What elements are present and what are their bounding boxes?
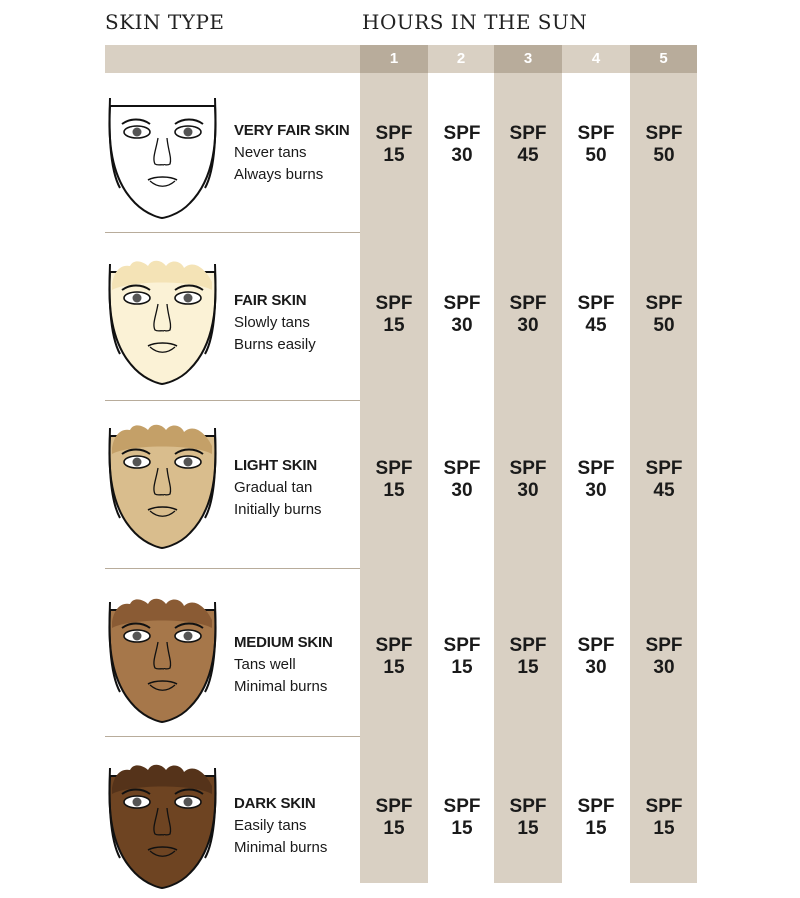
skin-type-line-2: Burns easily [234, 336, 316, 353]
spf-value: 30 [451, 480, 473, 501]
spf-value: 30 [653, 657, 675, 678]
spf-prefix: SPF [645, 796, 683, 817]
spf-cell [360, 635, 428, 679]
spf-value: 15 [383, 818, 405, 839]
hour-number-1: 1 [360, 45, 428, 73]
spf-prefix: SPF [509, 293, 547, 314]
spf-value: 15 [383, 657, 405, 678]
spf-prefix: SPF [443, 123, 481, 144]
spf-cell [494, 293, 562, 337]
spf-prefix: SPF [645, 293, 683, 314]
spf-cell [562, 123, 630, 167]
spf-prefix: SPF [375, 635, 413, 656]
skin-type-line-2: Always burns [234, 166, 324, 183]
spf-prefix: SPF [509, 635, 547, 656]
skin-type-label [234, 793, 327, 859]
spf-value: 45 [585, 315, 607, 336]
spf-cell [428, 635, 496, 679]
skin-type-name: VERY FAIR SKIN [234, 122, 350, 139]
hour-number-4: 4 [562, 45, 630, 73]
spf-cell [562, 293, 630, 337]
spf-value: 50 [653, 145, 675, 166]
spf-prefix: SPF [577, 635, 615, 656]
face-illustration [100, 254, 225, 389]
spf-value: 30 [517, 480, 539, 501]
spf-value: 30 [451, 315, 473, 336]
spf-value: 30 [585, 657, 607, 678]
row-divider [105, 736, 360, 737]
spf-cell [494, 123, 562, 167]
spf-prefix: SPF [645, 123, 683, 144]
skin-type-label [234, 632, 333, 698]
spf-value: 30 [451, 145, 473, 166]
spf-cell [494, 796, 562, 840]
skin-type-line-1: Never tans [234, 144, 307, 161]
skin-type-line-2: Minimal burns [234, 678, 328, 695]
spf-cell [630, 796, 698, 840]
spf-prefix: SPF [645, 458, 683, 479]
spf-prefix: SPF [443, 796, 481, 817]
spf-value: 50 [653, 315, 675, 336]
hour-number-5: 5 [630, 45, 697, 73]
spf-prefix: SPF [375, 796, 413, 817]
spf-value: 15 [451, 818, 473, 839]
face-illustration [100, 758, 225, 893]
row-divider [105, 400, 360, 401]
spf-cell [630, 635, 698, 679]
spf-prefix: SPF [577, 123, 615, 144]
spf-value: 45 [653, 480, 675, 501]
spf-cell [428, 796, 496, 840]
spf-cell [360, 293, 428, 337]
spf-value: 15 [383, 480, 405, 501]
row-divider [105, 232, 360, 233]
spf-value: 15 [585, 818, 607, 839]
spf-prefix: SPF [443, 293, 481, 314]
spf-value: 15 [383, 145, 405, 166]
spf-value: 15 [517, 818, 539, 839]
spf-prefix: SPF [375, 458, 413, 479]
spf-prefix: SPF [577, 796, 615, 817]
spf-cell [428, 458, 496, 502]
spf-prefix: SPF [375, 123, 413, 144]
spf-prefix: SPF [443, 458, 481, 479]
spf-prefix: SPF [509, 796, 547, 817]
spf-cell [630, 123, 698, 167]
skin-type-name: FAIR SKIN [234, 292, 307, 309]
spf-value: 15 [517, 657, 539, 678]
skin-type-label [234, 290, 316, 356]
spf-value: 50 [585, 145, 607, 166]
face-illustration [100, 418, 225, 553]
spf-value: 15 [451, 657, 473, 678]
skin-type-line-1: Easily tans [234, 817, 307, 834]
spf-cell [562, 458, 630, 502]
spf-cell [360, 123, 428, 167]
skin-type-line-2: Initially burns [234, 501, 322, 518]
spf-cell [630, 458, 698, 502]
skin-type-name: LIGHT SKIN [234, 457, 317, 474]
spf-value: 45 [517, 145, 539, 166]
spf-value: 15 [383, 315, 405, 336]
spf-cell [562, 635, 630, 679]
spf-cell [360, 796, 428, 840]
face-illustration [100, 88, 225, 223]
spf-cell [562, 796, 630, 840]
spf-cell [494, 458, 562, 502]
spf-cell [360, 458, 428, 502]
skin-type-name: DARK SKIN [234, 795, 316, 812]
hour-number-2: 2 [428, 45, 494, 73]
spf-cell [494, 635, 562, 679]
skin-type-line-1: Gradual tan [234, 479, 313, 496]
spf-prefix: SPF [645, 635, 683, 656]
skin-type-line-2: Minimal burns [234, 839, 328, 856]
row-divider [105, 568, 360, 569]
skin-type-heading: SKIN TYPE [105, 10, 225, 34]
spf-prefix: SPF [509, 123, 547, 144]
face-illustration [100, 592, 225, 727]
skin-type-line-1: Tans well [234, 656, 296, 673]
spf-prefix: SPF [577, 458, 615, 479]
spf-prefix: SPF [375, 293, 413, 314]
spf-value: 30 [585, 480, 607, 501]
spf-value: 15 [653, 818, 675, 839]
skin-type-line-1: Slowly tans [234, 314, 310, 331]
spf-cell [428, 123, 496, 167]
hour-number-3: 3 [494, 45, 562, 73]
skin-type-name: MEDIUM SKIN [234, 634, 333, 651]
spf-cell [428, 293, 496, 337]
hours-heading: HOURS IN THE SUN [362, 10, 588, 34]
spf-value: 30 [517, 315, 539, 336]
skin-type-label [234, 455, 322, 521]
skin-type-label [234, 120, 350, 186]
spf-prefix: SPF [577, 293, 615, 314]
spf-prefix: SPF [443, 635, 481, 656]
spf-prefix: SPF [509, 458, 547, 479]
spf-cell [630, 293, 698, 337]
